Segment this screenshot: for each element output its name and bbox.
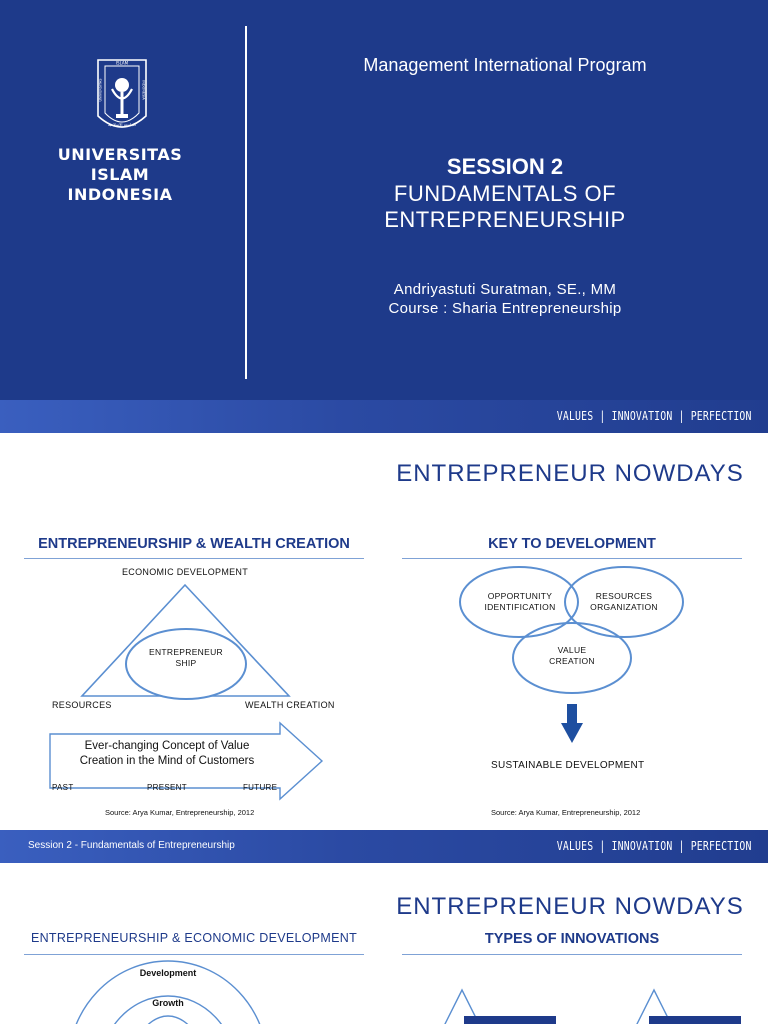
heading-rule xyxy=(24,558,364,559)
entrepreneurship-line: SHIP xyxy=(175,658,197,668)
value-creation-line: Creation in the Mind of Customers xyxy=(79,755,255,767)
wealth-creation-label: WEALTH CREATION xyxy=(245,700,335,710)
svg-text:ISLAM: ISLAM xyxy=(115,60,129,66)
content-slide-wealth xyxy=(0,433,768,866)
value-label xyxy=(522,645,622,667)
value-creation-text xyxy=(54,739,280,769)
inner-ring xyxy=(126,1016,210,1024)
resources-label: RESOURCES xyxy=(52,700,112,710)
footer-band xyxy=(0,400,768,433)
value-line: CREATION xyxy=(549,656,595,666)
university-name xyxy=(30,145,210,205)
opportunity-line: OPPORTUNITY xyxy=(487,591,553,601)
university-name-line: ISLAM xyxy=(90,165,150,184)
author-name: Andriyastuti Suratman, SE., MM xyxy=(393,281,617,298)
university-name-line: UNIVERSITAS xyxy=(57,145,183,164)
resources-label xyxy=(574,591,674,613)
timeline-future: FUTURE xyxy=(243,783,278,792)
vertical-divider xyxy=(245,26,247,379)
right-source: Source: Arya Kumar, Entrepreneurship, 2012 xyxy=(491,808,641,817)
growth-rings-diagram xyxy=(0,956,340,1024)
timeline-past: PAST xyxy=(52,783,74,792)
sustainable-development-label: SUSTAINABLE DEVELOPMENT xyxy=(491,760,645,771)
right-panel-heading: TYPES OF INNOVATIONS xyxy=(484,931,660,947)
timeline-present: PRESENT xyxy=(147,783,187,792)
tagline: VALUES | INNOVATION | PERFECTION xyxy=(557,839,752,853)
right-panel-heading: KEY TO DEVELOPMENT xyxy=(488,536,656,552)
box-left xyxy=(464,1016,556,1024)
resources-line: ORGANIZATION xyxy=(590,602,658,612)
opportunity-label xyxy=(470,591,570,613)
development-label: Development xyxy=(139,968,197,978)
session-label: SESSION 2 xyxy=(446,154,564,179)
slide-heading: ENTREPRENEUR NOWDAYS xyxy=(396,893,744,920)
course-name: Course : Sharia Entrepreneurship xyxy=(388,300,622,317)
svg-text:الجامعة الإسلامية: الجامعة الإسلامية xyxy=(107,122,137,127)
growth-label: Growth xyxy=(152,998,184,1008)
heading-rule xyxy=(402,558,742,559)
economic-development-label: ECONOMIC DEVELOPMENT xyxy=(122,567,249,577)
left-panel-heading: ENTREPRENEURSHIP & ECONOMIC DEVELOPMENT xyxy=(30,931,358,945)
footer-band xyxy=(0,830,768,863)
down-arrow-icon xyxy=(561,704,583,743)
svg-text:INDONESIA: INDONESIA xyxy=(141,80,146,100)
value-line: VALUE xyxy=(557,645,587,655)
entrepreneurship-line: ENTREPRENEUR xyxy=(149,647,223,657)
left-panel-heading: ENTREPRENEURSHIP & WEALTH CREATION xyxy=(38,536,350,552)
slide-heading: ENTREPRENEUR NOWDAYS xyxy=(396,460,744,487)
footer-session-label: Session 2 - Fundamentals of Entrepreneurship xyxy=(28,840,235,851)
box-right xyxy=(649,1016,741,1024)
heading-rule xyxy=(24,954,364,955)
university-name-line: INDONESIA xyxy=(67,185,173,204)
left-source: Source: Arya Kumar, Entrepreneurship, 2012 xyxy=(105,808,255,817)
program-name: Management International Program xyxy=(363,55,647,75)
slide-title-line: FUNDAMENTALS OF xyxy=(393,181,617,206)
author-block xyxy=(270,280,740,318)
tagline: VALUES | INNOVATION | PERFECTION xyxy=(557,409,752,423)
university-logo xyxy=(92,56,152,138)
opportunity-line: IDENTIFICATION xyxy=(484,602,556,612)
innovation-types-diagram xyxy=(400,986,740,1024)
heading-rule xyxy=(402,954,742,955)
slide-title-line: ENTREPRENEURSHIP xyxy=(384,207,626,232)
svg-text:UNIVERSITAS: UNIVERSITAS xyxy=(98,78,103,102)
slide-title xyxy=(270,181,740,233)
title-slide xyxy=(0,0,768,433)
entrepreneurship-label xyxy=(140,647,232,669)
value-creation-line: Ever-changing Concept of Value xyxy=(84,740,250,752)
resources-line: RESOURCES xyxy=(595,591,653,601)
content-slide-innovation xyxy=(0,866,768,1024)
